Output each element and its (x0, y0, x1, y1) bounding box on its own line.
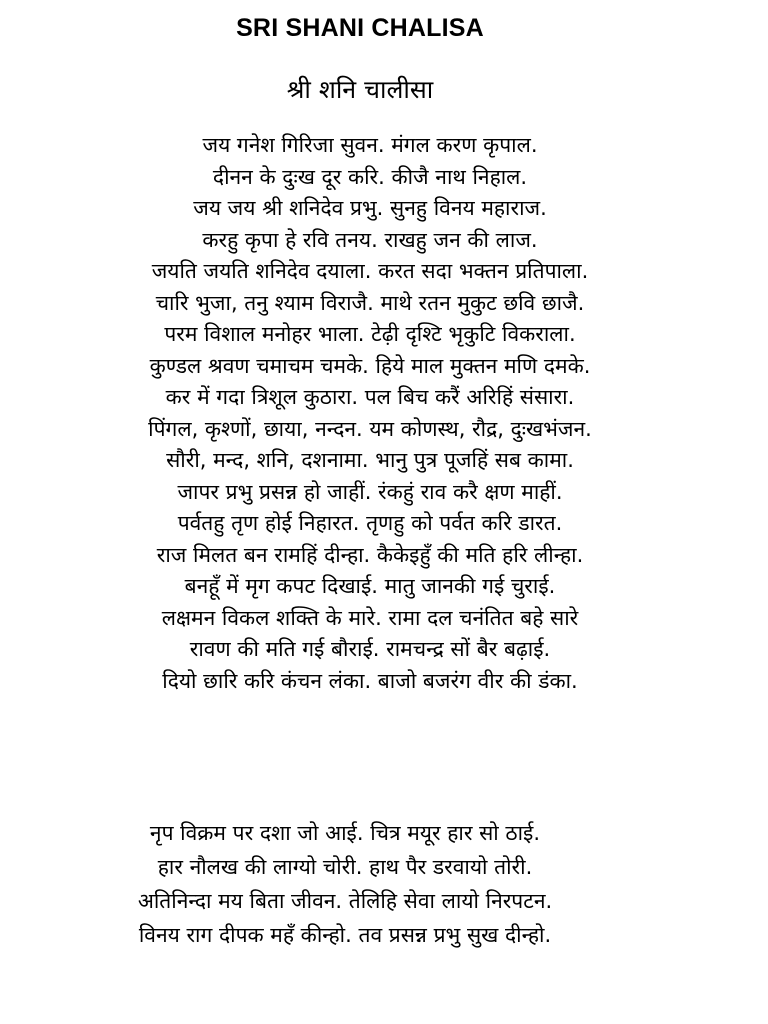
verse-line: दीनन के दुःख दूर करि. कीजै नाथ निहाल. (212, 164, 528, 189)
verse-line: पर्वतहु तृण होई निहारत. तृणहु को पर्वत करि डारत. (177, 511, 563, 535)
verse-list-second (0, 816, 690, 952)
verse-line: बनहूँ में मृग कपट दिखाई. मातु जानकी गई चुराई. (184, 574, 556, 598)
verse-line: सौरी, मन्द, शनि, दशनामा. भानु पुत्र पूजहिं सब कामा. (166, 448, 574, 472)
verse-line: रावण की मति गई बौराई. रामचन्द्र सों बैर बढ़ाई. (189, 637, 551, 661)
verse-line: राज मिलत बन रामहिं दीन्हा. कैकेइहुँ की मति हरि लीन्हा. (156, 542, 584, 567)
verse-line: विनय राग दीपक महँ कीन्हो. तव प्रसन्न प्रभु सुख दीन्हो. (138, 923, 552, 947)
verse-line: अतिनिन्दा मय बिता जीवन. तेलिहि सेवा लायो निरपटन. (137, 889, 553, 913)
verse-line: हार नौलख की लाग्यो चोरी. हाथ पैर डरवायो तोरी. (157, 855, 533, 879)
verse-line: कर में गदा त्रिशूल कुठारा. पल बिच करैं अरिहिं संसारा. (165, 385, 575, 409)
verse-line: कुण्डल श्रवण चमाचम चमके. हिये माल मुक्तन मणि दमके. (149, 353, 591, 378)
verse-line: लक्षमन विकल शक्ति के मारे. रामा दल चनंतित बहे सारे (161, 605, 579, 630)
verse-list (0, 130, 740, 697)
verse-line: परम विशाल मनोहर भाला. टेढ़ी दृश्टि भृकुटि विकराला. (164, 322, 576, 346)
verse-line: पिंगल, कृश्णों, छाया, नन्दन. यम कोणस्थ, रौद्र, दुःखभंजन. (148, 416, 592, 441)
verse-line: दियो छारि करि कंचन लंका. बाजो बजरंग वीर की डंका. (162, 668, 578, 693)
verse-line: जयति जयति शनिदेव दयाला. करत सदा भक्तन प्रतिपाला. (151, 259, 589, 283)
page-title-hindi: श्री शनि चालीसा (286, 75, 434, 104)
verse-line: जय गनेश गिरिजा सुवन. मंगल करण कृपाल. (202, 133, 538, 157)
verse-line: नृप विक्रम पर दशा जो आई. चित्र मयूर हार सो ठाई. (149, 821, 541, 845)
page-title-english: SRI SHANI CHALISA (236, 14, 484, 42)
verse-line: चारि भुजा, तनु श्याम विराजै. माथे रतन मुकुट छवि छाजै. (155, 290, 585, 315)
verse-line: करहु कृपा हे रवि तनय. राखहु जन की लाज. (202, 227, 538, 252)
verse-line: जापर प्रभु प्रसन्न हो जाहीं. रंकहुं राव करै क्षण माहीं. (177, 479, 563, 504)
verse-line: जय जय श्री शनिदेव प्रभु. सुनहु विनय महाराज. (193, 196, 547, 220)
